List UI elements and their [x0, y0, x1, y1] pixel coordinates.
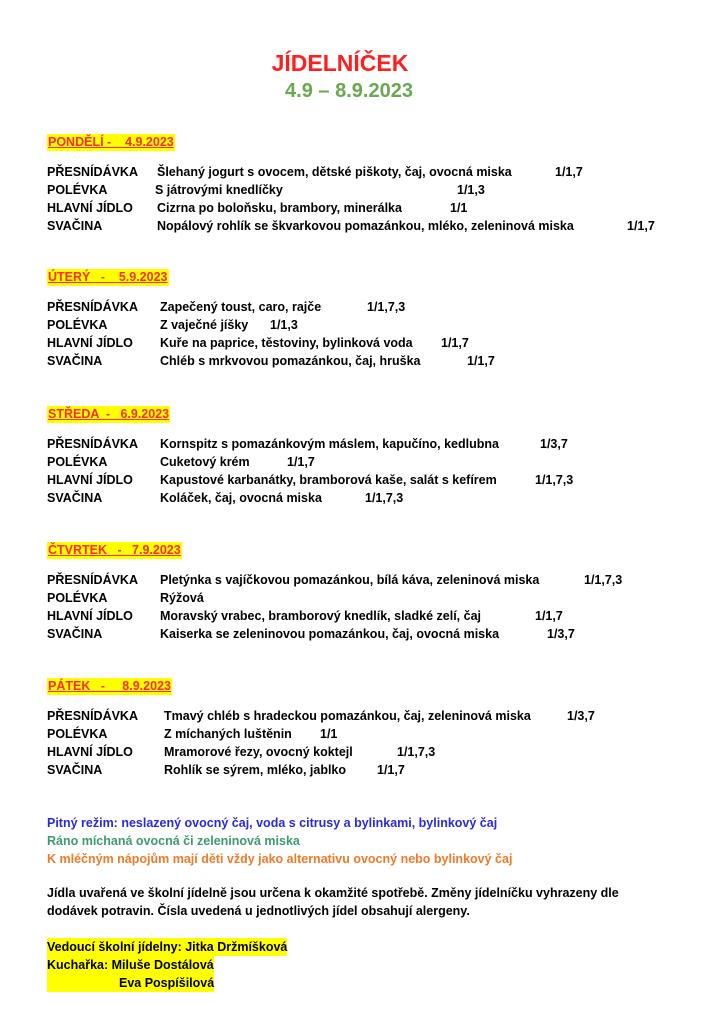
meal-type: PŘESNÍDÁVKA — [47, 709, 138, 723]
meal-type: PŘESNÍDÁVKA — [47, 300, 138, 314]
meal-description: Šlehaný jogurt s ovocem, dětské piškoty, čaj, ovocná miska — [157, 165, 512, 179]
meal-description: Z vaječné jíšky — [160, 318, 249, 332]
staff-list — [47, 938, 287, 992]
meal-allergens: 1/1,3 — [457, 183, 485, 197]
meal-type: POLÉVKA — [47, 318, 108, 332]
meal-description: Zapečený toust, caro, rajče — [160, 300, 322, 314]
meal-allergens: 1/1,3 — [270, 318, 298, 332]
meal-allergens: 1/1,7 — [627, 219, 655, 233]
meal-row — [47, 181, 687, 199]
meal-allergens: 1/1 — [450, 201, 468, 215]
meal-type: POLÉVKA — [47, 455, 108, 469]
meal-description: Koláček, čaj, ovocná miska — [160, 491, 322, 505]
meal-row — [47, 316, 687, 334]
menu-note — [47, 884, 667, 920]
cook: Kuchařka: Miluše Dostálová — [47, 958, 214, 972]
meal-type: HLAVNÍ JÍDLO — [47, 336, 133, 350]
meal-row — [47, 725, 687, 743]
meal-description: S játrovými knedlíčky — [155, 183, 283, 197]
meal-allergens: 1/1,7,3 — [397, 745, 436, 759]
meal-type: PŘESNÍDÁVKA — [47, 165, 138, 179]
morning-info: Ráno míchaná ovocná či zeleninová miska — [47, 834, 300, 848]
meal-allergens: 1/1,7,3 — [584, 573, 623, 587]
head-of-canteen: Vedoucí školní jídelny: Jitka Držmíšková — [47, 940, 288, 954]
menu-note-line: dodávek potravin. Čísla uvedená u jednotlivých jídel obsahují alergeny. — [47, 904, 470, 918]
day-block — [47, 678, 687, 779]
meal-row — [47, 743, 687, 761]
meal-type: HLAVNÍ JÍDLO — [47, 609, 133, 623]
meal-type: SVAČINA — [47, 354, 103, 368]
meal-type: PŘESNÍDÁVKA — [47, 573, 138, 587]
meal-row — [47, 435, 687, 453]
meal-allergens: 1/1,7 — [535, 609, 563, 623]
meal-row — [47, 471, 687, 489]
meal-row — [47, 334, 687, 352]
meal-type: HLAVNÍ JÍDLO — [47, 745, 133, 759]
date-range: 4.9 – 8.9.2023 — [285, 80, 413, 102]
meal-description: Cizrna po boloňsku, brambory, minerálka — [157, 201, 402, 215]
meal-description: Mramorové řezy, ovocný koktejl — [164, 745, 353, 759]
meal-allergens: 1/3,7 — [547, 627, 575, 641]
day-header: ČTVRTEK - 7.9.2023 — [48, 543, 181, 557]
day-header: ÚTERÝ - 5.9.2023 — [48, 270, 168, 284]
day-block — [47, 406, 687, 507]
meal-description: Kapustové karbanátky, bramborová kaše, salát s kefírem — [160, 473, 497, 487]
meal-allergens: 1/1,7 — [377, 763, 405, 777]
meal-row — [47, 217, 687, 235]
meal-allergens: 1/1,7 — [287, 455, 315, 469]
meal-row — [47, 571, 687, 589]
meal-allergens: 1/1,7 — [467, 354, 495, 368]
meal-allergens: 1/1,7,3 — [535, 473, 574, 487]
meal-row — [47, 607, 687, 625]
meal-description: Cuketový krém — [160, 455, 250, 469]
meal-description: Moravský vrabec, bramborový knedlík, sladké zelí, čaj — [160, 609, 481, 623]
meal-description: Kuře na paprice, těstoviny, bylinková voda — [160, 336, 413, 350]
meal-description: Chléb s mrkvovou pomazánkou, čaj, hruška — [160, 354, 421, 368]
meal-type: POLÉVKA — [47, 591, 108, 605]
day-header: PONDĚLÍ - 4.9.2023 — [48, 135, 174, 149]
meal-type: SVAČINA — [47, 763, 103, 777]
meal-row — [47, 707, 687, 725]
drinks-info: Pitný režim: neslazený ovocný čaj, voda s citrusy a bylinkami, bylinkový čaj — [47, 816, 498, 830]
meal-description: Kornspitz s pomazánkovým máslem, kapučíno, kedlubna — [160, 437, 499, 451]
meal-allergens: 1/1,7,3 — [367, 300, 406, 314]
meal-allergens: 1/1,7 — [555, 165, 583, 179]
meal-row — [47, 489, 687, 507]
meal-row — [47, 199, 687, 217]
meal-row — [47, 352, 687, 370]
day-block — [47, 134, 687, 235]
day-block — [47, 542, 687, 643]
meal-type: SVAČINA — [47, 491, 103, 505]
meal-type: HLAVNÍ JÍDLO — [47, 201, 133, 215]
meal-type: SVAČINA — [47, 219, 103, 233]
meal-row — [47, 625, 687, 643]
meal-allergens: 1/3,7 — [540, 437, 568, 451]
milk-info: K mléčným nápojům mají děti vždy jako alternativu ovocný nebo bylinkový čaj — [47, 852, 513, 866]
meal-allergens: 1/3,7 — [567, 709, 595, 723]
day-block — [47, 269, 687, 370]
meal-description: Rohlík se sýrem, mléko, jablko — [164, 763, 347, 777]
meal-description: Z míchaných luštěnin — [164, 727, 292, 741]
meal-row — [47, 298, 687, 316]
meal-description: Rýžová — [160, 591, 204, 605]
meal-row — [47, 761, 687, 779]
meal-description: Kaiserka se zeleninovou pomazánkou, čaj, ovocná miska — [160, 627, 500, 641]
meal-row — [47, 453, 687, 471]
meal-description: Tmavý chléb s hradeckou pomazánkou, čaj, zeleninová miska — [164, 709, 531, 723]
meal-type: PŘESNÍDÁVKA — [47, 437, 138, 451]
page-title: JÍDELNÍČEK — [271, 50, 409, 76]
meal-allergens: 1/1,7 — [441, 336, 469, 350]
meal-type: SVAČINA — [47, 627, 103, 641]
day-header: PÁTEK - 8.9.2023 — [48, 679, 171, 693]
meal-type: POLÉVKA — [47, 727, 108, 741]
meal-allergens: 1/1,7,3 — [365, 491, 404, 505]
meal-type: HLAVNÍ JÍDLO — [47, 473, 133, 487]
cook-second: Eva Pospíšilová — [47, 974, 214, 992]
meal-row — [47, 589, 687, 607]
meal-type: POLÉVKA — [47, 183, 108, 197]
day-header: STŘEDA - 6.9.2023 — [48, 407, 170, 421]
meal-allergens: 1/1 — [320, 727, 338, 741]
meal-description: Nopálový rohlík se škvarkovou pomazánkou, mléko, zeleninová miska — [157, 219, 574, 233]
meal-row — [47, 163, 687, 181]
meal-description: Pletýnka s vajíčkovou pomazánkou, bílá káva, zeleninová miska — [160, 573, 540, 587]
menu-note-line: Jídla uvařená ve školní jídelně jsou určena k okamžité spotřebě. Změny jídelníčku vyhrazeny dle — [47, 886, 619, 900]
